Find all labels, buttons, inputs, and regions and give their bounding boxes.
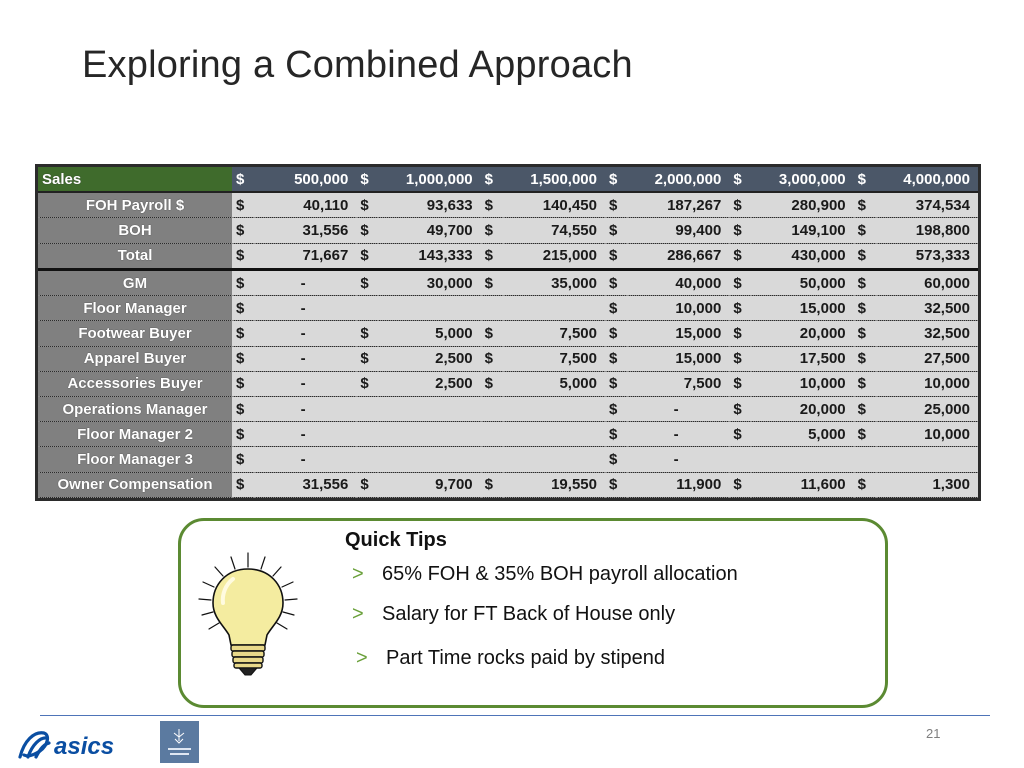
tip-text: 65% FOH & 35% BOH payroll allocation [382,563,738,585]
currency-symbol: $ [232,296,254,321]
tip-arrow-icon: > [352,563,364,585]
table-cell [751,447,853,472]
currency-symbol: $ [481,472,503,497]
row-label: Footwear Buyer [38,321,232,346]
table-cell: 10,000 [876,422,978,447]
currency-symbol: $ [605,269,627,295]
table-row [38,371,978,396]
currency-symbol: $ [481,243,503,269]
table-cell: - [627,447,729,472]
currency-symbol [356,296,378,321]
table-cell: - [254,296,356,321]
currency-symbol [481,397,503,422]
currency-symbol: $ [729,167,751,192]
currency-symbol: $ [605,472,627,497]
table-cell: - [254,397,356,422]
tip-arrow-icon: > [352,603,364,625]
currency-symbol: $ [854,269,876,295]
table-cell: 50,000 [751,269,853,295]
tip-item [352,563,738,586]
table-cell [378,422,480,447]
currency-symbol [356,397,378,422]
currency-symbol: $ [854,422,876,447]
currency-symbol: $ [605,321,627,346]
currency-symbol: $ [232,346,254,371]
table-cell [378,397,480,422]
table-cell: 2,500 [378,346,480,371]
currency-symbol: $ [605,296,627,321]
asics-wordmark: asics [54,733,115,760]
currency-symbol: $ [854,296,876,321]
table-cell: 40,000 [627,269,729,295]
currency-symbol: $ [232,422,254,447]
currency-symbol: $ [356,167,378,192]
currency-symbol: $ [232,472,254,497]
table-row [38,243,978,269]
table-cell: 3,000,000 [751,167,853,192]
table-cell [503,296,605,321]
table-row [38,472,978,497]
table-cell: 198,800 [876,218,978,243]
table-row [38,218,978,243]
currency-symbol: $ [481,371,503,396]
table-row [38,346,978,371]
currency-symbol [481,447,503,472]
table-cell: 30,000 [378,269,480,295]
table-cell: 71,667 [254,243,356,269]
table-cell: 20,000 [751,397,853,422]
table-cell: 15,000 [627,346,729,371]
light-bulb-icon [193,549,303,677]
currency-symbol: $ [356,346,378,371]
table-cell: - [627,397,729,422]
table-cell [503,447,605,472]
table-cell: 140,450 [503,192,605,218]
currency-symbol [356,422,378,447]
table-cell: - [627,422,729,447]
currency-symbol: $ [605,167,627,192]
table-cell: - [254,269,356,295]
row-label: Operations Manager [38,397,232,422]
table-row [38,269,978,295]
table-cell: 1,300 [876,472,978,497]
tip-text: Salary for FT Back of House only [382,603,676,625]
currency-symbol: $ [729,472,751,497]
currency-symbol [481,296,503,321]
currency-symbol: $ [232,243,254,269]
tip-arrow-icon: > [356,647,368,669]
table-cell [378,296,480,321]
table-cell: 4,000,000 [876,167,978,192]
table-cell: 74,550 [503,218,605,243]
currency-symbol: $ [481,192,503,218]
currency-symbol: $ [605,218,627,243]
table-cell: 143,333 [378,243,480,269]
table-cell: - [254,447,356,472]
table-cell: 11,900 [627,472,729,497]
table-row [38,321,978,346]
table-cell: 15,000 [627,321,729,346]
currency-symbol: $ [605,192,627,218]
currency-symbol: $ [232,397,254,422]
table-cell: 25,000 [876,397,978,422]
page-number: 21 [926,726,941,741]
currency-symbol [356,447,378,472]
table-cell: 17,500 [751,346,853,371]
currency-symbol [729,447,751,472]
table-cell: 49,700 [378,218,480,243]
currency-symbol: $ [729,346,751,371]
quick-tips-box [178,518,888,708]
table-cell [503,422,605,447]
table-row [38,447,978,472]
table-cell: 11,600 [751,472,853,497]
row-label: Accessories Buyer [38,371,232,396]
table-row [38,192,978,218]
currency-symbol: $ [854,397,876,422]
row-label: Floor Manager 3 [38,447,232,472]
row-label: Sales [38,167,232,192]
currency-symbol: $ [356,269,378,295]
currency-symbol: $ [605,422,627,447]
currency-symbol: $ [232,167,254,192]
table-cell: 7,500 [627,371,729,396]
quick-tips-title: Quick Tips [345,529,447,551]
currency-symbol: $ [232,371,254,396]
currency-symbol: $ [481,269,503,295]
row-label: FOH Payroll $ [38,192,232,218]
table-cell: 2,000,000 [627,167,729,192]
currency-symbol: $ [729,422,751,447]
table-cell: 31,556 [254,218,356,243]
table-cell: 31,556 [254,472,356,497]
currency-symbol: $ [854,371,876,396]
row-label: Owner Compensation [38,472,232,497]
currency-symbol: $ [481,321,503,346]
currency-symbol: $ [729,269,751,295]
table-cell: - [254,371,356,396]
tip-item [356,647,665,670]
currency-symbol: $ [854,321,876,346]
tip-text: Part Time rocks paid by stipend [386,647,666,669]
currency-symbol: $ [356,371,378,396]
currency-symbol: $ [481,218,503,243]
table-cell: 7,500 [503,346,605,371]
currency-symbol: $ [854,218,876,243]
table-cell: 10,000 [627,296,729,321]
table-cell: 10,000 [751,371,853,396]
currency-symbol: $ [729,371,751,396]
table-row [38,296,978,321]
currency-symbol: $ [232,321,254,346]
asics-logo [14,723,130,763]
currency-symbol: $ [232,218,254,243]
row-label: GM [38,269,232,295]
currency-symbol: $ [481,346,503,371]
currency-symbol: $ [854,167,876,192]
currency-symbol: $ [356,192,378,218]
table-cell: 32,500 [876,321,978,346]
table-cell: 40,110 [254,192,356,218]
table-cell: 60,000 [876,269,978,295]
partner-logo [160,721,199,763]
currency-symbol: $ [605,371,627,396]
currency-symbol: $ [605,346,627,371]
table-cell: 280,900 [751,192,853,218]
currency-symbol: $ [356,321,378,346]
currency-symbol: $ [356,243,378,269]
table-cell: 19,550 [503,472,605,497]
currency-symbol: $ [729,397,751,422]
table-cell: 35,000 [503,269,605,295]
currency-symbol: $ [356,218,378,243]
currency-symbol: $ [232,269,254,295]
row-label: Total [38,243,232,269]
table-cell: 27,500 [876,346,978,371]
currency-symbol: $ [232,192,254,218]
currency-symbol: $ [729,218,751,243]
currency-symbol: $ [729,243,751,269]
table-row [38,422,978,447]
table-cell: 187,267 [627,192,729,218]
table-cell: 93,633 [378,192,480,218]
currency-symbol: $ [605,243,627,269]
table-cell: 20,000 [751,321,853,346]
tip-item [352,603,675,626]
currency-symbol [854,447,876,472]
currency-symbol: $ [729,192,751,218]
payroll-table [38,167,978,498]
table-cell: 7,500 [503,321,605,346]
table-cell: 9,700 [378,472,480,497]
table-cell: 374,534 [876,192,978,218]
currency-symbol: $ [481,167,503,192]
currency-symbol: $ [854,346,876,371]
table-cell: 500,000 [254,167,356,192]
table-cell [876,447,978,472]
currency-symbol: $ [854,192,876,218]
currency-symbol: $ [854,243,876,269]
table-cell: - [254,321,356,346]
table-cell: 286,667 [627,243,729,269]
table-cell: 1,500,000 [503,167,605,192]
payroll-table-frame [35,164,981,501]
row-label: Floor Manager 2 [38,422,232,447]
row-label: BOH [38,218,232,243]
table-cell: 32,500 [876,296,978,321]
table-row [38,167,978,192]
table-cell: 15,000 [751,296,853,321]
table-cell: 5,000 [378,321,480,346]
currency-symbol: $ [232,447,254,472]
row-label: Floor Manager [38,296,232,321]
currency-symbol: $ [605,447,627,472]
currency-symbol: $ [729,321,751,346]
table-cell [378,447,480,472]
table-cell: 5,000 [503,371,605,396]
table-row [38,397,978,422]
footer-divider [40,715,990,716]
table-cell: 149,100 [751,218,853,243]
table-cell: 1,000,000 [378,167,480,192]
currency-symbol: $ [356,472,378,497]
table-cell: 10,000 [876,371,978,396]
table-cell: 215,000 [503,243,605,269]
row-label: Apparel Buyer [38,346,232,371]
currency-symbol [481,422,503,447]
table-cell: 2,500 [378,371,480,396]
currency-symbol: $ [729,296,751,321]
slide-title: Exploring a Combined Approach [82,44,633,86]
table-cell: 5,000 [751,422,853,447]
table-cell: - [254,422,356,447]
table-cell: - [254,346,356,371]
table-cell [503,397,605,422]
table-cell: 573,333 [876,243,978,269]
table-cell: 430,000 [751,243,853,269]
currency-symbol: $ [854,472,876,497]
currency-symbol: $ [605,397,627,422]
table-cell: 99,400 [627,218,729,243]
